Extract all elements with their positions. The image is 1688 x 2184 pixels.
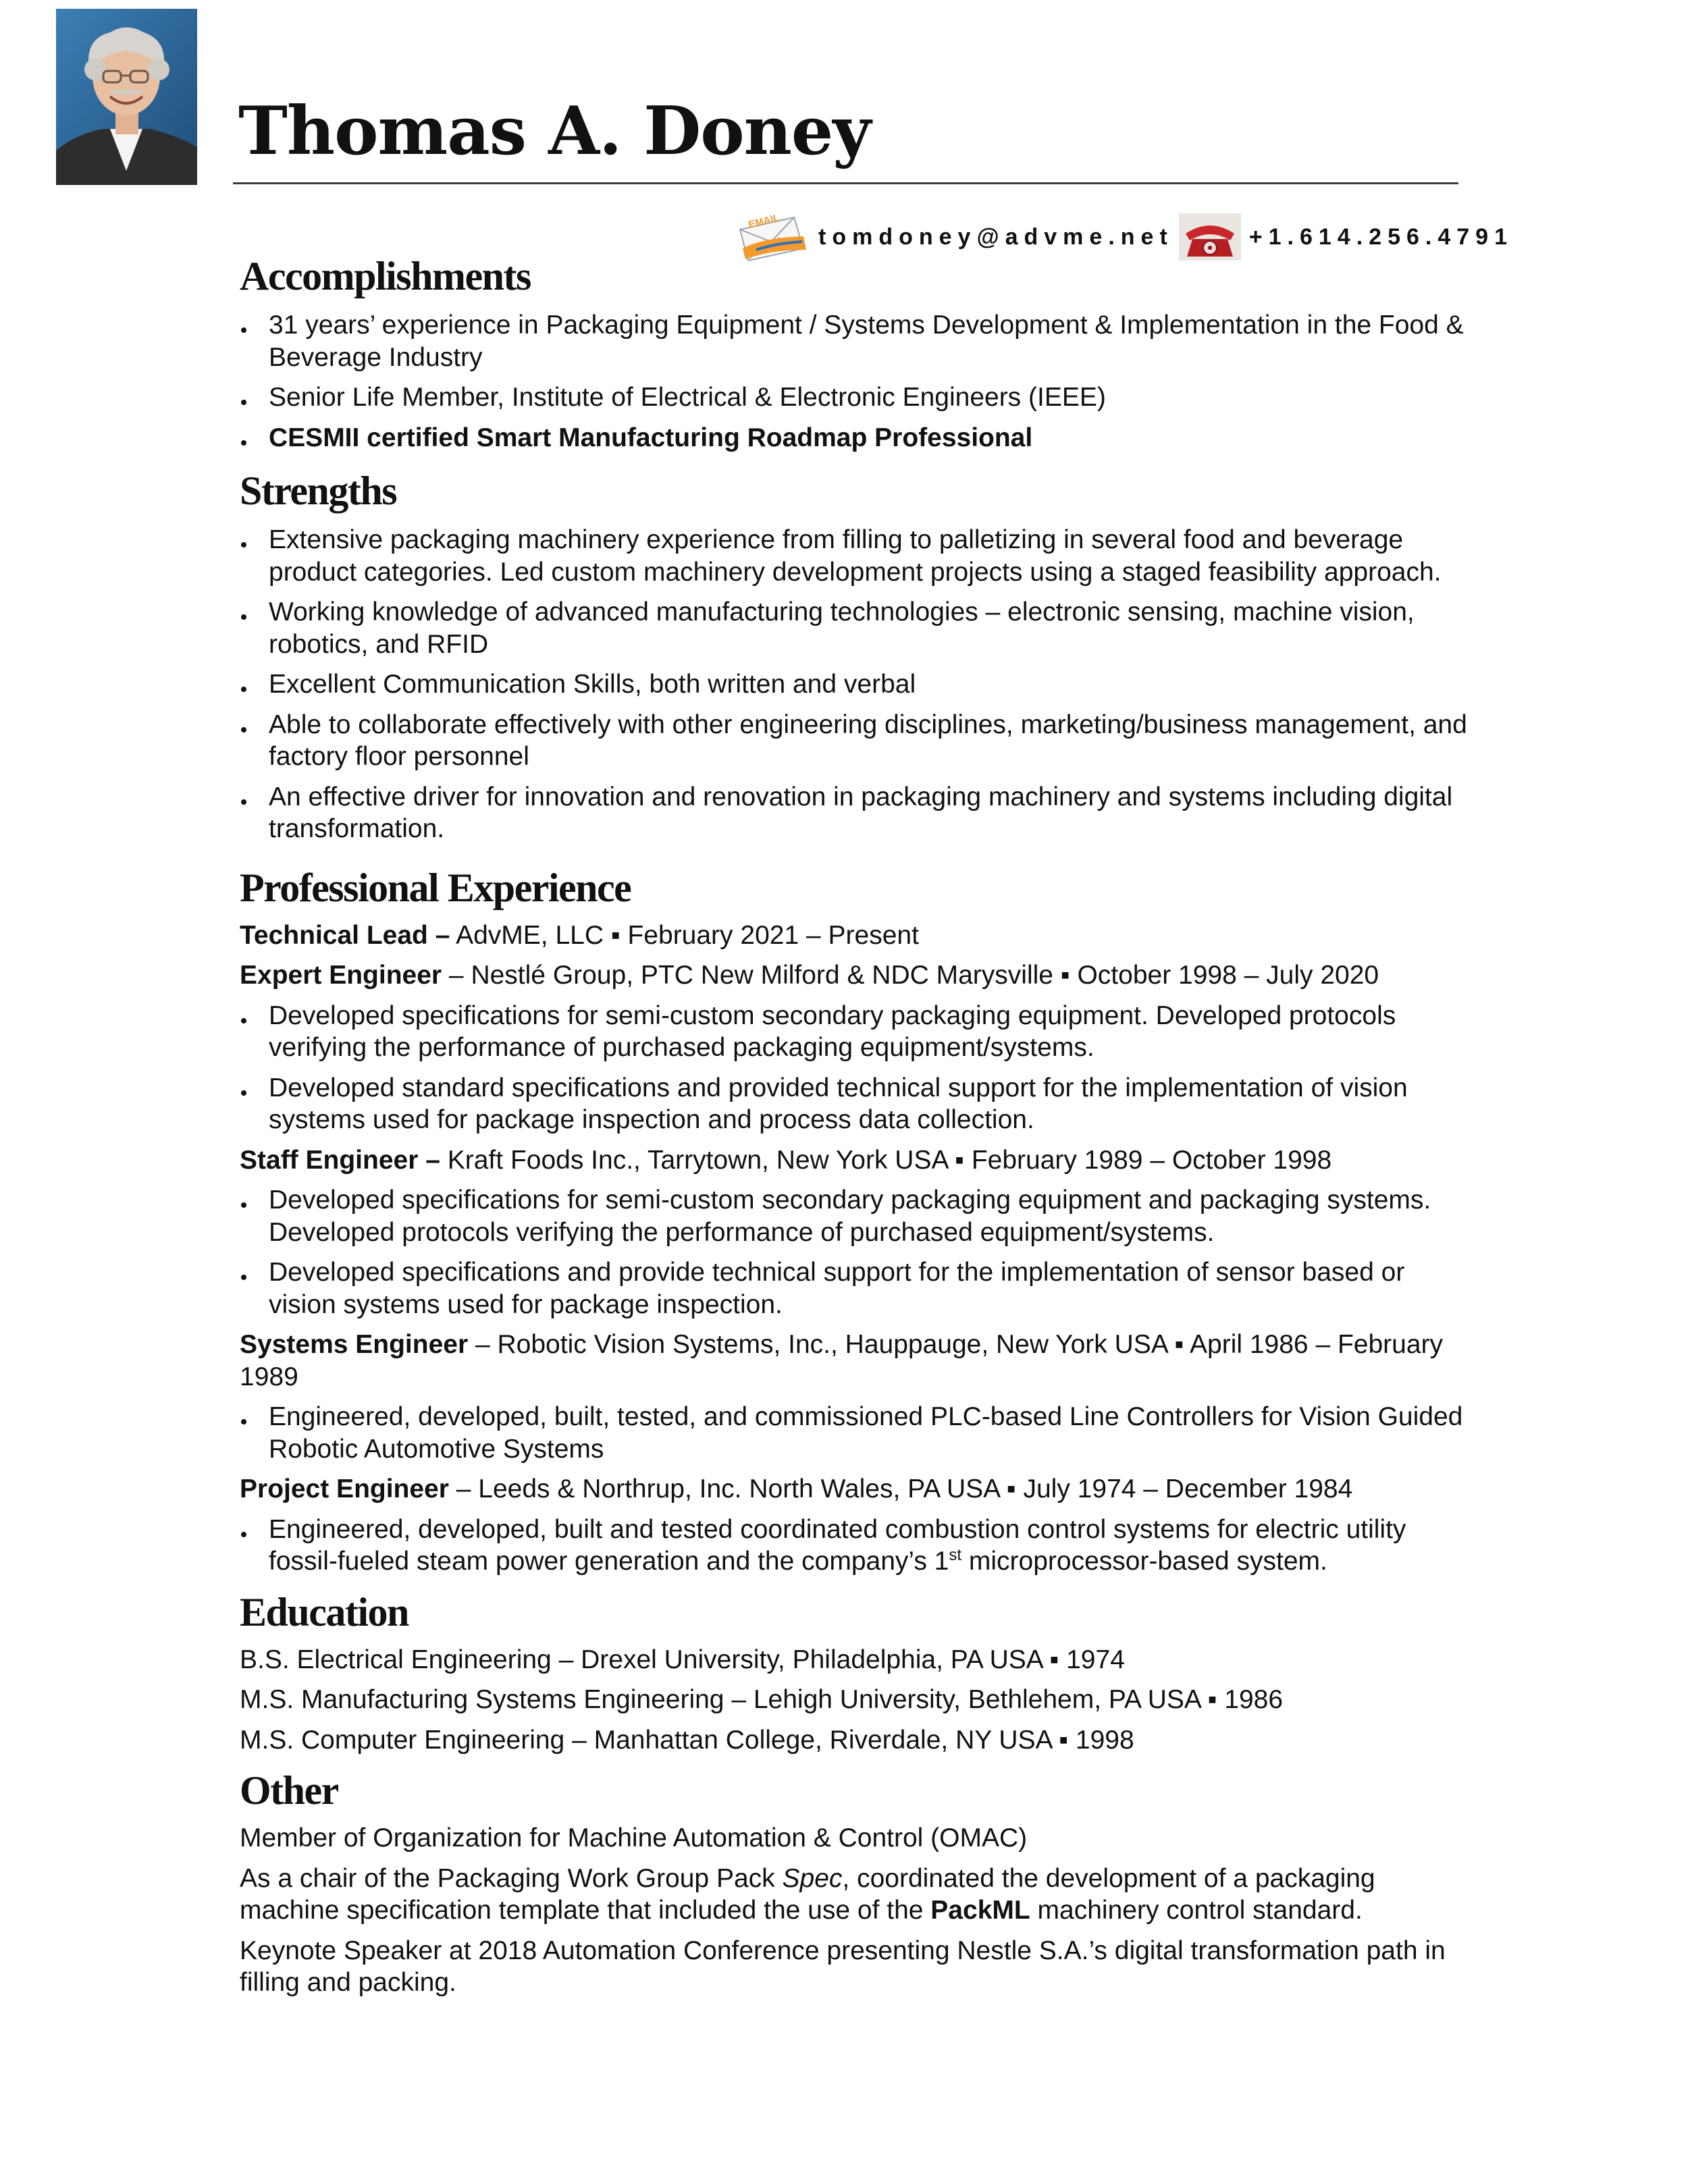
other-text-italic: Spec [782,1863,843,1893]
list-item [240,1514,1475,1578]
list-item: Developed specifications and provide technical support for the implementation of sensor based or vision systems used for package inspection. [240,1256,1475,1321]
job-project-engineer [240,1473,1475,1506]
profile-photo [56,9,197,185]
job-bullets [240,1000,1475,1136]
other-text: As a chair of the Packaging Work Group Pack [240,1863,783,1893]
other-item: Member of Organization for Machine Automation & Control (OMAC) [240,1823,1028,1853]
other-item: Keynote Speaker at 2018 Automation Conference presenting Nestle S.A.’s digital transformation path in filling and packing. [240,1936,1446,1997]
job-role: Systems Engineer [240,1330,469,1359]
section-title-education: Education [240,1589,408,1634]
list-item: An effective driver for innovation and renovation in packaging machinery and systems including digital transformation. [240,781,1475,845]
list-item: Developed standard specifications and provided technical support for the implementation of vision systems used for package inspection and process data collection. [240,1072,1475,1136]
email-address[interactable]: tomdoney@advme.net [818,223,1173,250]
list-item: Engineered, developed, built, tested, and commissioned PLC-based Line Controllers for Vision Guided Robotic Automotive Systems [240,1401,1475,1465]
job-details: – Leeds & Northrup, Inc. North Wales, PA USA ▪ July 1974 – December 1984 [448,1474,1353,1503]
job-staff-engineer [240,1144,1475,1177]
job-expert-engineer [240,959,1475,992]
job-role: Staff Engineer – [240,1145,440,1175]
other-text: , coordinated the development of a packaging machine specification template that included the use of the [240,1863,1375,1925]
other-text-bold: PackML [930,1896,1030,1925]
job-role: Expert Engineer [240,961,442,990]
list-item: Excellent Communication Skills, both written and verbal [240,668,1475,701]
ordinal-suffix: st [949,1546,962,1564]
list-item: Developed specifications for semi-custom secondary packaging equipment and packaging systems. Developed protocols verifying the performance of purchased equipment/systems. [240,1184,1475,1248]
section-title-accomplishments: Accomplishments [240,254,531,298]
section-title-strengths: Strengths [240,469,397,513]
job-bullets [240,1401,1475,1465]
bullet-text: Engineered, developed, built and tested coordinated combustion control systems for electric utility fossil-fueled steam power generation and the company’s 1 [269,1514,1406,1576]
accomplishments-list [240,309,1475,454]
strengths-list [240,524,1475,845]
job-role: Technical Lead – [240,920,450,950]
job-details: – Robotic Vision Systems, Inc., Hauppauge, New York USA ▪ April 1986 – February 1989 [240,1330,1444,1391]
resume-body [240,250,1475,2007]
list-item: Extensive packaging machinery experience from filling to palletizing in several food and beverage product categories. Led custom machinery development projects using a staged feasibility approach. [240,524,1475,588]
list-item: Senior Life Member, Institute of Electrical & Electronic Engineers (IEEE) [240,381,1475,414]
other-text: machinery control standard. [1030,1896,1363,1925]
job-bullets [240,1184,1475,1321]
candidate-name: Thomas A. Doney [238,92,871,170]
job-bullets [240,1514,1475,1578]
list-item: Able to collaborate effectively with other engineering disciplines, marketing/business management, and factory floor personnel [240,709,1475,773]
bullet-text: microprocessor-based system. [961,1547,1327,1576]
list-item: 31 years’ experience in Packaging Equipment / Systems Development & Implementation in the Food & Beverage Industry [240,309,1475,373]
list-item: Developed specifications for semi-custom secondary packaging equipment. Developed protocols verifying the performance of purchased packaging equipment/systems. [240,1000,1475,1064]
job-details: AdvME, LLC ▪ February 2021 – Present [450,920,919,950]
education-item: M.S. Computer Engineering – Manhattan College, Riverdale, NY USA ▪ 1998 [240,1725,1134,1755]
job-technical-lead [240,920,1475,952]
other-item [240,1863,1475,1927]
section-title-other: Other [240,1768,338,1813]
job-systems-engineer [240,1329,1475,1393]
job-details: Kraft Foods Inc., Tarrytown, New York USA ▪ February 1989 – October 1998 [440,1145,1332,1175]
section-title-experience: Professional Experience [240,865,631,910]
header-divider [233,182,1458,184]
job-role: Project Engineer [240,1474,449,1503]
education-item: B.S. Electrical Engineering – Drexel University, Philadelphia, PA USA ▪ 1974 [240,1645,1125,1674]
education-item: M.S. Manufacturing Systems Engineering – Lehigh University, Bethlehem, PA USA ▪ 1986 [240,1685,1284,1714]
list-item: Working knowledge of advanced manufacturing technologies – electronic sensing, machine vision, robotics, and RFID [240,596,1475,660]
phone-number[interactable]: +1.614.256.4791 [1248,223,1513,250]
email-icon-label: EMAIL [747,212,781,231]
list-item: CESMII certified Smart Manufacturing Roadmap Professional [240,422,1475,454]
job-details: – Nestlé Group, PTC New Milford & NDC Marysville ▪ October 1998 – July 2020 [442,961,1379,990]
